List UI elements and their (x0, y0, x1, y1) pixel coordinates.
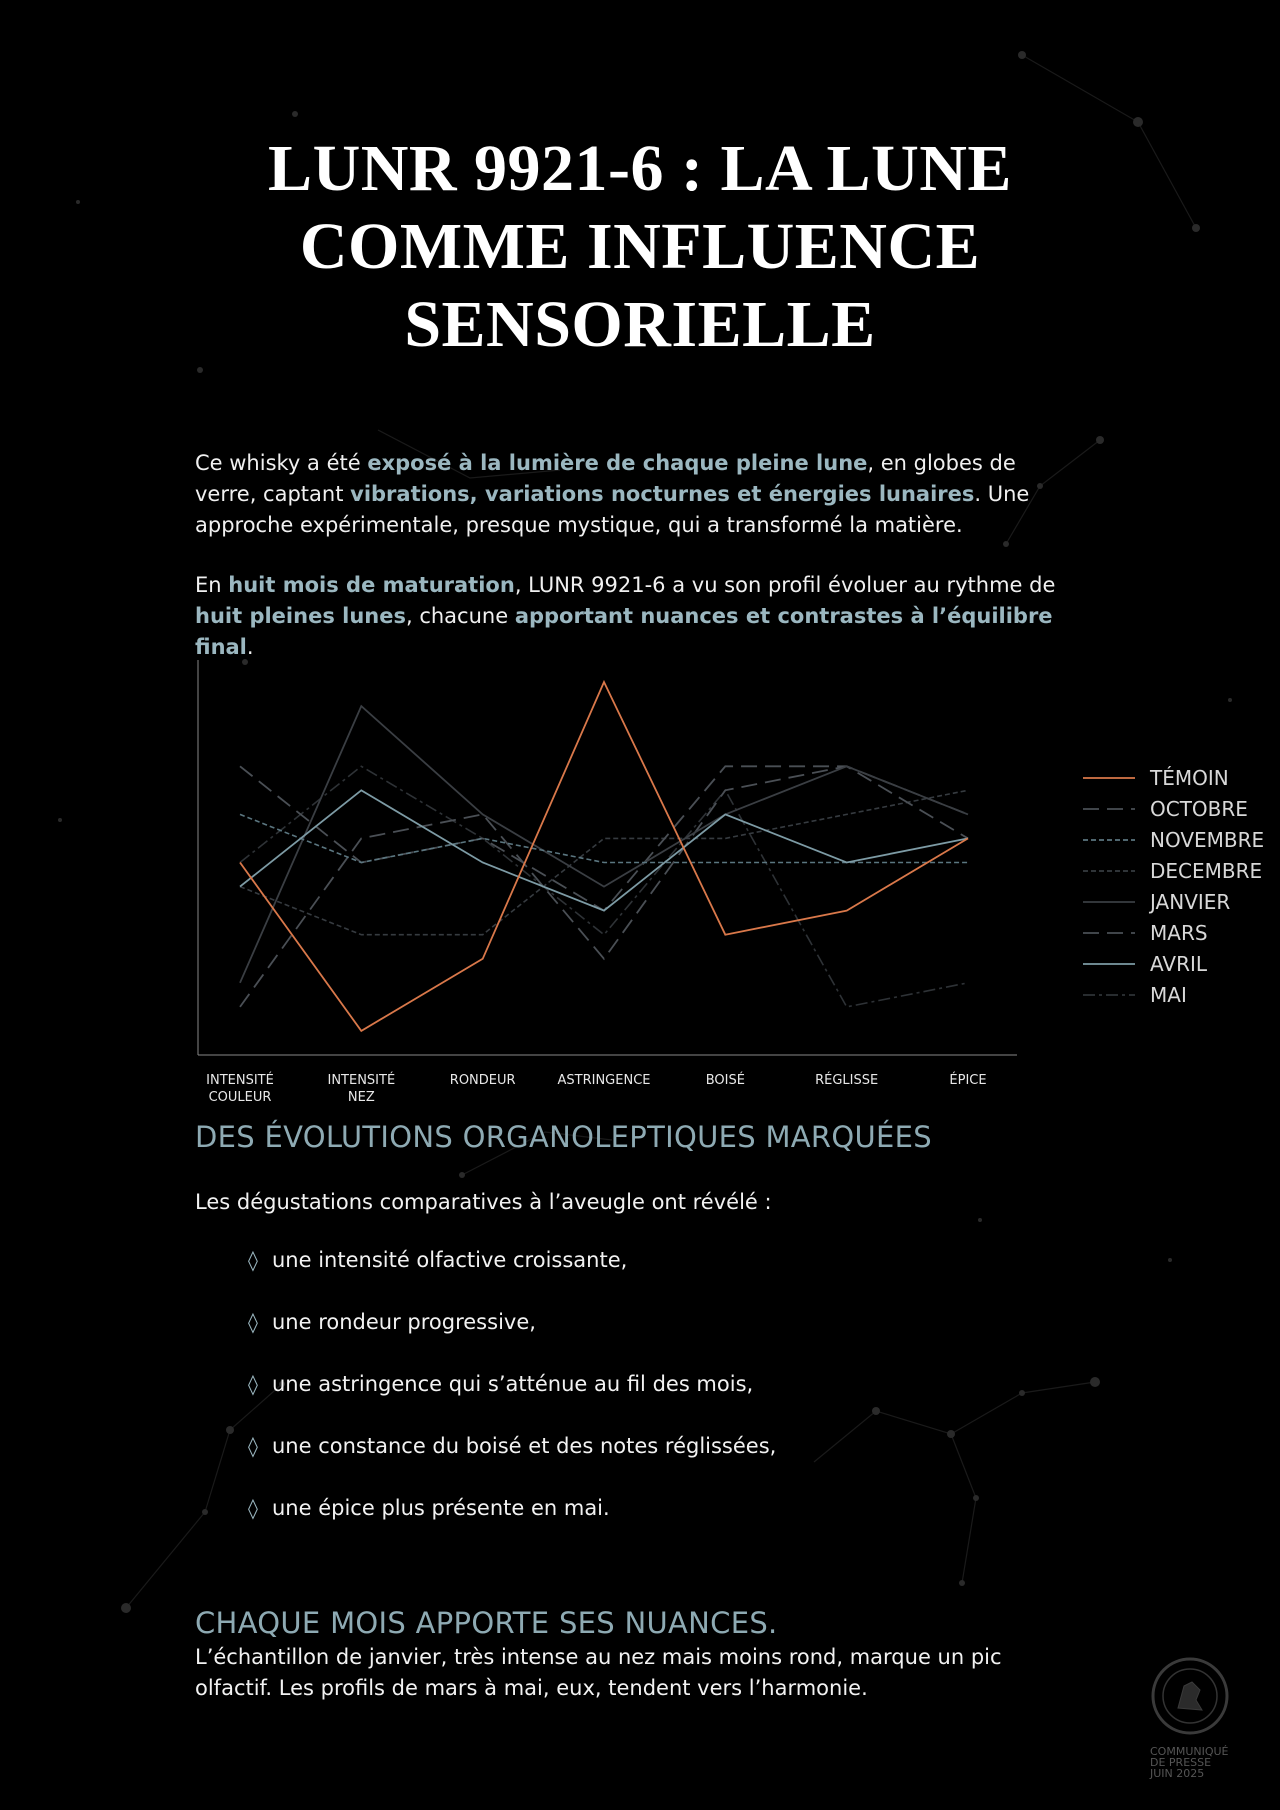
series-line-octobre (240, 766, 968, 910)
list-item-text: une intensité olfactive croissante, (272, 1248, 628, 1272)
legend-label: JANVIER (1150, 890, 1231, 914)
list-item-text: une rondeur progressive, (272, 1310, 536, 1334)
diamond-bullet-icon: ◊ (248, 1372, 258, 1396)
x-tick-label: RÉGLISSE (815, 1073, 879, 1088)
highlight-text: vibrations, variations nocturnes et énergies lunaires (350, 482, 975, 506)
legend-label: MAI (1150, 983, 1187, 1007)
list-item (248, 1248, 776, 1310)
press-line: COMMUNIQUÉ (1150, 1745, 1229, 1758)
x-tick-label: BOISÉ (705, 1073, 745, 1088)
diamond-bullet-icon: ◊ (248, 1248, 258, 1272)
nuances-paragraph: L’échantillon de janvier, très intense au nez mais moins rond, marque un pic olfactif. Les profils de mars à mai, eux, tendent vers l’harmonie. (195, 1645, 1002, 1700)
list-item-text: une épice plus présente en mai. (272, 1496, 610, 1520)
highlight-text: exposé à la lumière de chaque pleine lune (367, 451, 868, 475)
legend-label: TÉMOIN (1150, 766, 1229, 790)
legend-label: NOVEMBRE (1150, 828, 1265, 852)
body-text: . Une approche expérimentale, presque mystique, qui a transformé la matière. (195, 482, 1030, 537)
x-tick-label: RONDEUR (449, 1073, 516, 1088)
x-tick-label: ÉPICE (949, 1073, 987, 1088)
section-title-nuances: CHAQUE MOIS APPORTE SES NUANCES. (195, 1606, 778, 1640)
diamond-bullet-icon: ◊ (248, 1496, 258, 1520)
legend-label: DECEMBRE (1150, 859, 1263, 883)
body-text: , LUNR 9921-6 a vu son profil évoluer au rythme de (514, 573, 1056, 597)
diamond-bullet-icon: ◊ (248, 1434, 258, 1458)
highlight-text: huit pleines lunes (195, 604, 406, 628)
body-text: , en globes de verre, captant (195, 451, 1016, 506)
x-tick-label: ASTRINGENCE (557, 1073, 651, 1088)
press-release-label (1150, 1746, 1229, 1779)
tasting-findings-list (248, 1248, 776, 1558)
press-line: DE PRESSE (1150, 1756, 1212, 1769)
distillery-seal-icon (1150, 1656, 1230, 1736)
tasting-lead-text: Les dégustations comparatives à l’aveugle ont révélé : (195, 1190, 772, 1214)
list-item (248, 1496, 776, 1558)
body-text: En (195, 573, 229, 597)
body-text: . (246, 635, 254, 659)
section-title-evolutions: DES ÉVOLUTIONS ORGANOLEPTIQUES MARQUÉES (195, 1120, 932, 1154)
list-item (248, 1372, 776, 1434)
x-tick-label: INTENSITÉ COULEUR (206, 1073, 274, 1105)
highlight-text: apportant nuances et contrastes à l’équilibre final (195, 604, 1053, 659)
series-line-avril (240, 790, 968, 910)
list-item-text: une constance du boisé et des notes réglissées, (272, 1434, 777, 1458)
sensory-profile-chart (190, 660, 1280, 1110)
intro-paragraph-1 (195, 448, 1075, 541)
series-line-novembre (240, 814, 968, 862)
legend-label: OCTOBRE (1150, 797, 1248, 821)
body-text: Ce whisky a été (195, 451, 368, 475)
legend-label: MARS (1150, 921, 1208, 945)
body-text: , chacune (405, 604, 515, 628)
intro-paragraph-2 (195, 570, 1075, 663)
list-item (248, 1434, 776, 1496)
press-line: JUIN 2025 (1150, 1767, 1205, 1780)
legend-label: AVRIL (1150, 952, 1208, 976)
diamond-bullet-icon: ◊ (248, 1310, 258, 1334)
list-item-text: une astringence qui s’atténue au fil des mois, (272, 1372, 754, 1396)
highlight-text: huit mois de maturation (228, 573, 515, 597)
series-line-janvier (240, 706, 968, 983)
x-tick-label: INTENSITÉ NEZ (327, 1073, 396, 1105)
page-title: LUNR 9921-6 : LA LUNE COMME INFLUENCE SENSORIELLE (268, 132, 1012, 361)
list-item (248, 1310, 776, 1372)
